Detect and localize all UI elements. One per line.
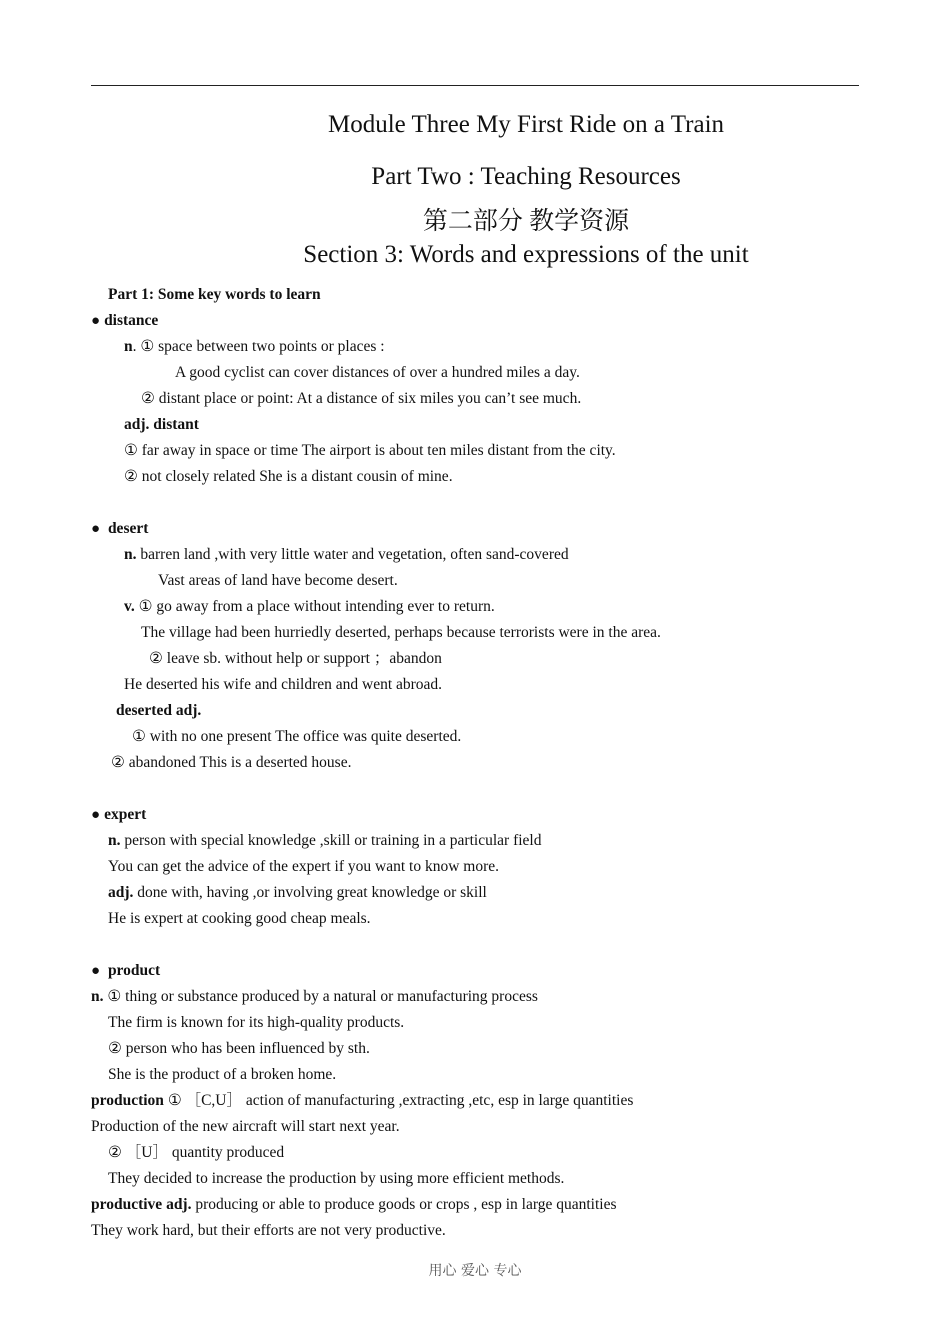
pos-label: adj. (108, 884, 134, 901)
entry-desert-heading (91, 519, 148, 539)
headword: expert (104, 806, 147, 823)
example-line: The firm is known for its high-quality products. (108, 1014, 405, 1031)
definition-text: ① go away from a place without intending ever to return. (134, 598, 495, 615)
part-title-cn: 第二部分 教学资源 (422, 208, 630, 235)
bullet-icon: ● (91, 313, 101, 329)
derived-heading: productive adj. (91, 1196, 192, 1213)
pos-label: n. (108, 832, 121, 849)
definition-text: done with, having ,or involving great knowledge or skill (133, 884, 487, 901)
pos-label: v. (124, 598, 135, 615)
part-title: Part Two : Teaching Resources (371, 163, 681, 190)
definition-text: barren land ,with very little water and vegetation, often sand-covered (136, 546, 569, 563)
derived-heading: deserted adj. (116, 702, 202, 719)
definition-line: ① far away in space or time The airport is about ten miles distant from the city. (124, 442, 616, 459)
bullet-icon: ● (91, 807, 101, 823)
header-rule (91, 85, 859, 86)
example-line: He is expert at cooking good cheap meals. (108, 910, 371, 927)
definition-line (108, 831, 541, 851)
definition-line: ② abandoned This is a deserted house. (111, 754, 352, 771)
definition-line: ① with no one present The office was quite deserted. (132, 728, 462, 745)
definition-text: ① ［C,U］ action of manufacturing ,extracting ,etc, esp in large quantities (163, 1092, 634, 1109)
entry-expert-heading (91, 805, 146, 825)
definition-line (124, 545, 569, 565)
pos-label: n (124, 338, 133, 355)
pos-label: n. (91, 988, 104, 1005)
page-footer: 用心 爱心 专心 (428, 1263, 522, 1279)
example-line: She is the product of a broken home. (108, 1066, 337, 1083)
part1-heading: Part 1: Some key words to learn (108, 286, 321, 303)
entry-product-heading (91, 961, 160, 981)
pos-label: n. (124, 546, 137, 563)
module-title: Module Three My First Ride on a Train (327, 111, 725, 138)
definition-line: ② distant place or point: At a distance of six miles you can’t see much. (141, 390, 582, 407)
definition-line: ② leave sb. without help or support ；abandon (149, 650, 442, 667)
definition-line (124, 337, 385, 357)
example-line: The village had been hurriedly deserted, perhaps because terrorists were in the area. (141, 624, 661, 641)
headword: product (107, 962, 161, 979)
section-title: Section 3: Words and expressions of the unit (303, 241, 749, 268)
example-line: You can get the advice of the expert if you want to know more. (108, 858, 499, 875)
definition-text: ① thing or substance produced by a natural or manufacturing process (103, 988, 538, 1005)
example-line: Vast areas of land have become desert. (158, 572, 398, 589)
definition-line: ② person who has been influenced by sth. (108, 1040, 370, 1057)
definition-line (91, 1091, 633, 1111)
example-line: He deserted his wife and children and went abroad. (124, 676, 443, 693)
definition-line (124, 597, 495, 617)
example-line: They decided to increase the production by using more efficient methods. (108, 1170, 565, 1187)
entry-distance-heading (91, 311, 158, 331)
headword: distance (104, 312, 159, 329)
example-line: A good cyclist can cover distances of over a hundred miles a day. (175, 364, 580, 381)
definition-text: producing or able to produce goods or crops , esp in large quantities (191, 1196, 617, 1213)
definition-line: ② ［U］ quantity produced (108, 1144, 285, 1161)
example-line: They work hard, but their efforts are not very productive. (91, 1222, 446, 1239)
definition-line: ② not closely related She is a distant cousin of mine. (124, 468, 453, 485)
definition-line (108, 883, 487, 903)
definition-line (91, 987, 538, 1007)
bullet-icon: ● (91, 521, 101, 537)
derived-heading: adj. distant (124, 416, 199, 433)
definition-line (91, 1195, 617, 1215)
headword: desert (107, 520, 149, 537)
bullet-icon: ● (91, 963, 101, 979)
example-line: Production of the new aircraft will start next year. (91, 1118, 400, 1135)
definition-text: person with special knowledge ,skill or training in a particular field (120, 832, 542, 849)
derived-heading: production (91, 1092, 164, 1109)
definition-text: . ① space between two points or places : (132, 338, 385, 355)
